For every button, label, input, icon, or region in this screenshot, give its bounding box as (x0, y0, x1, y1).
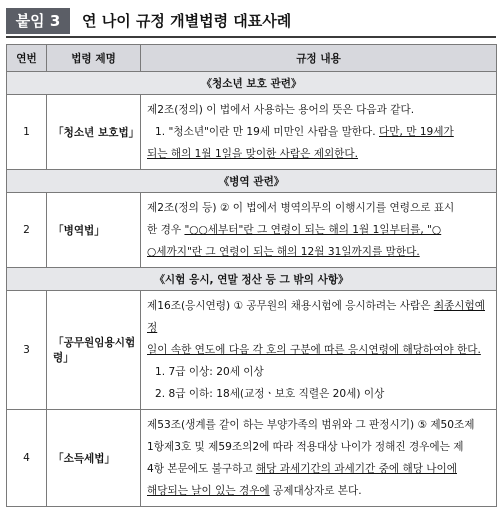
text-segment: 한 경우 (147, 224, 185, 236)
page-title: 연 나이 규정 개별법령 대표사례 (82, 12, 292, 30)
col-header-law: 법령 제명 (47, 45, 141, 72)
underlined-text: ○세까지"란 그 연령이 되는 해의 12월 31일까지를 말한다. (147, 246, 420, 258)
content-line (147, 197, 490, 219)
section-header-row (7, 170, 497, 193)
underlined-text: 최종시험예정 (147, 300, 485, 334)
content-line (147, 383, 490, 405)
regulation-content (141, 291, 497, 410)
law-name: 「병역법」 (47, 193, 141, 268)
content-line (147, 339, 490, 361)
text-segment: 1. "청소년"이란 만 19세 미만인 사람을 말한다. (155, 126, 380, 138)
text-segment: 제2조(정의) 이 법에서 사용하는 용어의 뜻은 다음과 같다. (147, 104, 415, 116)
section-header-row (7, 72, 497, 95)
content-line (147, 458, 490, 480)
row-number: 3 (7, 291, 47, 410)
table-header-row (7, 45, 497, 72)
underlined-text: 다만, 만 19세가 (379, 126, 454, 138)
content-line (147, 436, 490, 458)
row-number: 4 (7, 410, 47, 507)
content-line (147, 241, 490, 263)
content-line (147, 295, 490, 339)
text-segment: 제2조(정의 등) ② 이 법에서 병역의무의 이행시기를 연령으로 표시 (147, 202, 455, 214)
underlined-text: 해당되는 날이 있는 경우에 (147, 485, 270, 497)
regulation-content (141, 95, 497, 170)
text-segment: 제16조(응시연령) ① 공무원의 채용시험에 응시하려는 사람은 (147, 300, 434, 312)
col-header-content: 규정 내용 (141, 45, 497, 72)
regulation-content (141, 193, 497, 268)
row-number: 2 (7, 193, 47, 268)
table-row (7, 193, 497, 268)
table-row (7, 95, 497, 170)
text-segment: 2. 8급 이하: 18세(교정ㆍ보호 직렬은 20세) 이상 (155, 388, 385, 400)
law-name: 「소득세법」 (47, 410, 141, 507)
content-line (147, 143, 490, 165)
text-segment: 제53조(생계를 같이 하는 부양가족의 범위와 그 판정시기) ⑤ 제50조제 (147, 419, 475, 431)
underlined-text: 일이 속한 연도에 다음 각 호의 구분에 따른 응시연령에 해당하여야 한다. (147, 344, 481, 356)
underlined-text: 해당 과세기간의 과세기간 중에 해당 나이에 (255, 463, 457, 475)
content-line (147, 121, 490, 143)
page-header (6, 5, 496, 35)
law-name: 「공무원임용시험령」 (47, 291, 141, 410)
regulation-content (141, 410, 497, 507)
section-header-row (7, 268, 497, 291)
table-row (7, 410, 497, 507)
underlined-text: 되는 해의 1월 1일을 맞이한 사람은 제외한다. (147, 148, 359, 160)
title-divider (6, 36, 496, 38)
text-segment: 공제대상자로 본다. (269, 485, 362, 497)
content-line (147, 414, 490, 436)
table-row (7, 291, 497, 410)
text-segment: 1항제3호 및 제59조의2에 따라 적용대상 나이가 정해진 경우에는 제 (147, 441, 464, 453)
section-title: 《청소년 보호 관련》 (7, 72, 497, 95)
regulation-table (6, 44, 497, 507)
content-line (147, 361, 490, 383)
section-title: 《시험 응시, 연말 정산 등 그 밖의 사항》 (7, 268, 497, 291)
content-line (147, 219, 490, 241)
text-segment: 4항 본문에도 불구하고 (147, 463, 256, 475)
law-name: 「청소년 보호법」 (47, 95, 141, 170)
attachment-badge: 붙임 3 (6, 8, 70, 34)
underlined-text: "○○세부터"란 그 연령이 되는 해의 1월 1일부터를, "○ (184, 224, 442, 236)
content-line (147, 480, 490, 502)
col-header-number: 연번 (7, 45, 47, 72)
content-line (147, 99, 490, 121)
row-number: 1 (7, 95, 47, 170)
text-segment: 1. 7급 이상: 20세 이상 (155, 366, 264, 378)
section-title: 《병역 관련》 (7, 170, 497, 193)
